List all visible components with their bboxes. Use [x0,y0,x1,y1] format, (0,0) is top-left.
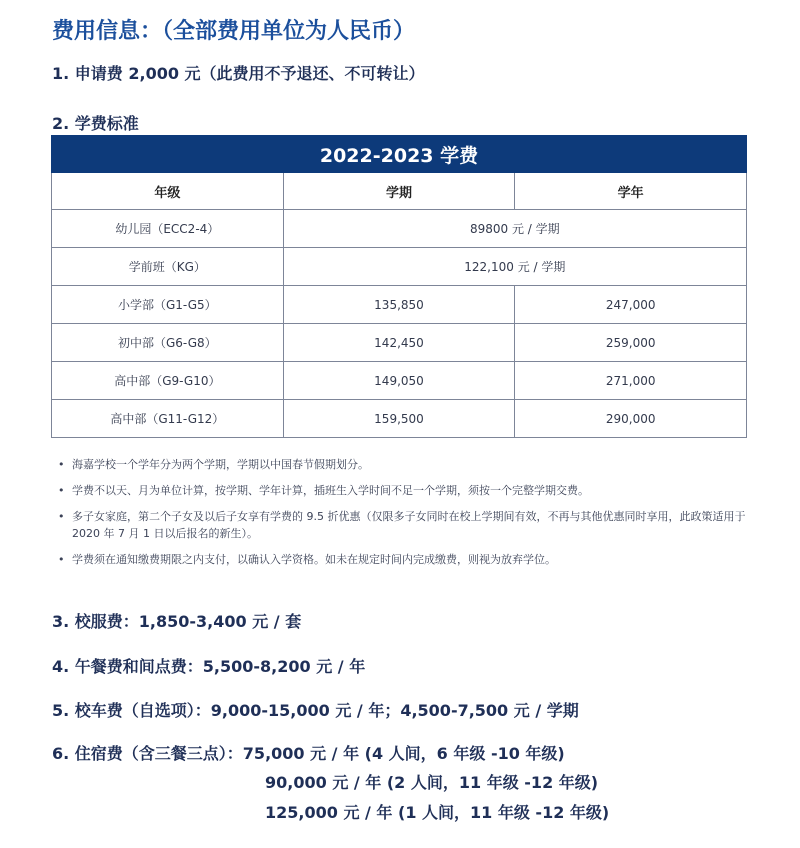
page-title: 费用信息：（全部费用单位为人民币） [52,19,416,44]
list-item [58,456,748,473]
boarding-fee-line: 90,000 元 / 年 (2 人间，11 年级 -12 年级) [265,773,599,792]
tuition-standard-heading: 2. 学费标准 [52,114,139,133]
note-text: 海嘉学校一个学年分为两个学期，学期以中国春节假期划分。 [72,458,369,471]
table-caption: 2022-2023 学费 [52,136,747,173]
bullet-icon: • [58,484,65,497]
table-row [52,286,747,324]
boarding-fee-label: 6. 住宿费（含三餐三点）： [52,744,243,763]
table-row [52,362,747,400]
year-fee-cell: 247,000 [515,286,747,324]
grade-cell: 高中部（G11-G12） [52,400,284,438]
grade-cell: 高中部（G9-G10） [52,362,284,400]
column-header-year: 学年 [515,173,747,210]
grade-cell: 小学部（G1-G5） [52,286,284,324]
table-row [52,324,747,362]
fee-cell-merged: 122,100 元 / 学期 [283,248,746,286]
note-text: 学费不以天、月为单位计算，按学期、学年计算，插班生入学时间不足一个学期，须按一个完整学期交费。 [72,484,589,497]
boarding-fee-line: 75,000 元 / 年 (4 人间，6 年级 -10 年级) [242,744,565,763]
list-item [58,508,748,542]
bus-fee: 5. 校车费（自选项）：9,000-15,000 元 / 年；4,500-7,500 元 / 学期 [52,701,579,720]
table-row [52,210,747,248]
boarding-fee [52,741,565,764]
year-fee-cell: 290,000 [515,400,747,438]
tuition-table [51,135,747,438]
boarding-fee-line: 125,000 元 / 年 (1 人间，11 年级 -12 年级) [265,803,610,822]
table-row [52,248,747,286]
list-item [58,551,748,568]
column-header-semester: 学期 [283,173,515,210]
column-header-grade: 年级 [52,173,284,210]
year-fee-cell: 271,000 [515,362,747,400]
grade-cell: 初中部（G6-G8） [52,324,284,362]
bullet-icon: • [58,553,65,566]
year-fee-cell: 259,000 [515,324,747,362]
uniform-fee: 3. 校服费：1,850-3,400 元 / 套 [52,612,302,631]
note-text: 学费须在通知缴费期限之内支付，以确认入学资格。如未在规定时间内完成缴费，则视为放弃学位。 [72,553,556,566]
notes-list [58,456,748,577]
semester-fee-cell: 149,050 [283,362,515,400]
semester-fee-cell: 159,500 [283,400,515,438]
table-row [52,400,747,438]
bullet-icon: • [58,510,65,523]
grade-cell: 学前班（KG） [52,248,284,286]
fee-cell-merged: 89800 元 / 学期 [283,210,746,248]
note-text: 多子女家庭，第二个子女及以后子女享有学费的 9.5 折优惠（仅限多子女同时在校上学期间有效，不再与其他优惠同时享用，此政策适用于 2020 年 7 月 1 日以后报名的新生）。 [72,510,746,540]
list-item [58,482,748,499]
lunch-fee: 4. 午餐费和间点费：5,500-8,200 元 / 年 [52,657,366,676]
grade-cell: 幼儿园（ECC2-4） [52,210,284,248]
semester-fee-cell: 142,450 [283,324,515,362]
semester-fee-cell: 135,850 [283,286,515,324]
bullet-icon: • [58,458,65,471]
application-fee: 1. 申请费 2,000 元（此费用不予退还、不可转让） [52,64,425,83]
